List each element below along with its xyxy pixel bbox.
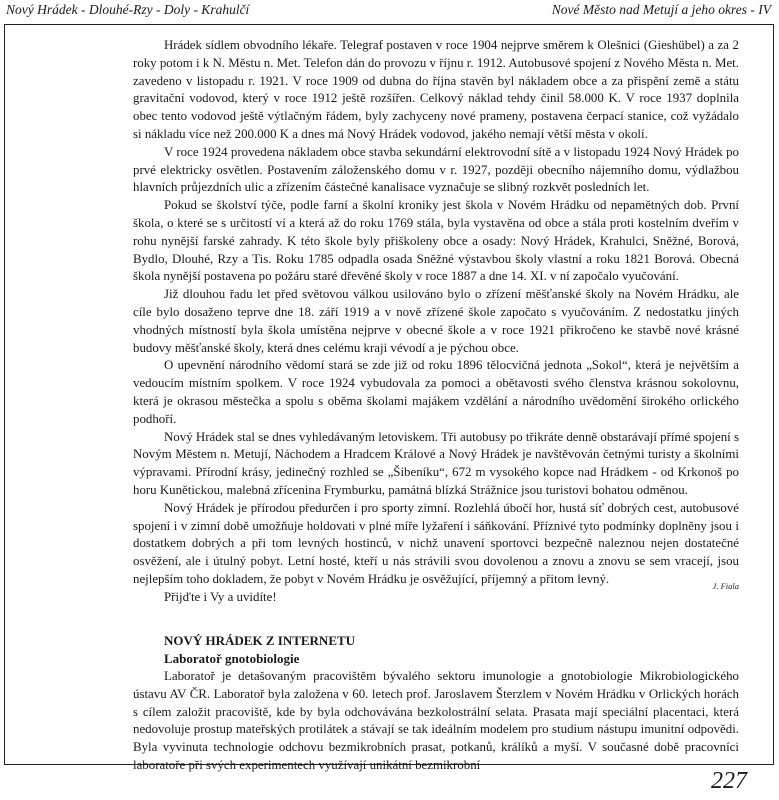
header-left: Nový Hrádek - Dlouhé-Rzy - Doly - Krahulčí — [6, 2, 250, 17]
paragraph: Nový Hrádek stal se dnes vyhledávaným letoviskem. Tři autobusy po třikráte denně obstarávají přímé spojení s Novým Městem n. Metují, Náchodem a Hradcem Králové a Nový Hrádek je navštěvován četnými turisty a školními výpravami. Přírodní krásy, jedinečný rozhled se „Šibeníku“, 672 m vysokého kopce nad Hrádkem - od Krkonoš po horu Kunětickou, malebná zřícenina Frymburku, památná blízká Strážnice jsou turistovi bohatou odměnou. — [133, 429, 739, 497]
article-body — [133, 37, 739, 607]
section-paragraph: Laboratoř je detašovaným pracovištěm bývalého sektoru imunologie a gnotobiologie Mikrobiologického ústavu AV ČR. Laboratoř byla založena v 60. letech prof. Jaroslavem Šterzlem v Novém Hrádku v Orlických horách s cílem založit pracoviště, kde by byla odchovávána bezkolostrální selata. Prasata mají speciální placentaci, která nedovoluje prostup mateřských protilátek a stávají se tak ideálním modelem pro studium nástupu imunitní odpovědi. Byla vyvinuta technologie odchovu bezmikrobních prasat, potkanů, králíků a myší. V současné době pracovníci laboratoře při svých experimentech využívají unikátní bezmikrobní — [133, 669, 739, 772]
paragraph: Pokud se školství týče, podle farní a školní kroniky jest škola v Novém Hrádku od nepamětných dob. První škola, o které se s určitostí ví a která až do roku 1769 stála, byla vystavěna od obce a stála proti kostelním dveřím v rohu nynější farské zahrady. K této škole byly přiškoleny obce a osady: Nový Hrádek, Krahulci, Sněžné, Borová, Bydlo, Dlouhé, Rzy a Tis. Roku 1785 odpadla osada Sněžné výstavbou školy vlastní a roku 1821 Borová. Obecná škola nynější postavena po požáru staré dřevěné školy v roce 1887 a dne 14. XI. v ní započalo vyučování. — [133, 198, 739, 284]
author-signature: J. Fiala — [712, 581, 739, 591]
section-title: NOVÝ HRÁDEK Z INTERNETU — [164, 633, 356, 648]
page-number: 227 — [711, 768, 747, 794]
paragraph: Již dlouhou řadu let před světovou válkou usilováno bylo o zřízení měšťanské školy na Novém Hrádku, ale cíle bylo dosaženo teprve dne 18. září 1919 a v nově zřízené škole započato s vyučováním. Z nedostatku jiných vhodných místností byla škola umístěna nejprve v obecné škole a v roce 1921 přikročeno ke stavbě nové krásné budovy měšťanské školy, která dnes celému kraji vévodí a je pýchou obce. — [133, 287, 739, 355]
paragraph: Přijďte i Vy a uvidíte! — [164, 589, 277, 604]
paragraph: Hrádek sídlem obvodního lékaře. Telegraf postaven v roce 1904 nejprve směrem k Olešnici (Gieshübel) a za 2 roky potom i k N. Městu n. Met. Telefon dán do provozu v říjnu r. 1912. Autobusové spojení z Nového Města n. Met. zavedeno v listopadu r. 1921. V roce 1909 od dubna do října stavěn byl nákladem obce a za přispění země a státu gravitační vodovod, který v roce 1912 ještě rozšířen. Celkový náklad tehdy činil 58.000 K. V roce 1937 doplnila obec tento vodovod ještě výtlačným řádem, byly zachyceny nové prameny, postavena čerpací stanice, což vyžádalo si nákladu více než 200.000 K a dnes má Nový Hrádek vodovod, jakého nemají větší města v okolí. — [133, 38, 739, 141]
section-subtitle: Laboratoř gnotobiologie — [164, 651, 300, 666]
paragraph: O upevnění národního vědomí stará se zde již od roku 1896 tělocvičná jednota „Sokol“, která je největším a vedoucím místním spolkem. V roce 1924 vybudovala za pomoci a obětavosti svého členstva krásnou sokolovnu, která je okrasou městečka a spolu s oběma školami majákem vzdělání a národního uvědomění širokého orlického podhoří. — [133, 358, 739, 426]
paragraph: V roce 1924 provedena nákladem obce stavba sekundární elektrovodní sítě a v listopadu 1924 Nový Hrádek po prvé elektricky osvětlen. Postavením záloženského domu v r. 1927, později obecního nájemního domu, výdlažbou hlavních průjezdních ulic a zřízením částečné kanalisace vyznačuje se slibný rozkvět posledních let. — [133, 144, 739, 195]
paragraph: Nový Hrádek je přírodou předurčen i pro sporty zimní. Rozlehlá úbočí hor, hustá síť dobrých cest, autobusové spojení i v zimní době umožňuje holdovati v plné míře lyžaření i sáňkování. Příznivé tyto podmínky doplněny jsou i dostatkem dobrých a při tom levných hostinců, v nichž unavení sportovci bezpečně naleznou nejen dostatečné osvěžení, ale i útulný pobyt. Letní hosté, kteří u nás strávili svou dovolenou a znovu a znovu se sem vracejí, jsou nejlepším toho dokladem, že pobyt v Novém Hrádku je osvěžující, příjemný a přitom levný. — [133, 500, 739, 586]
header-right: Nové Město nad Metují a jeho okres - IV — [551, 2, 771, 17]
internet-section — [133, 632, 739, 775]
running-header — [0, 0, 779, 26]
